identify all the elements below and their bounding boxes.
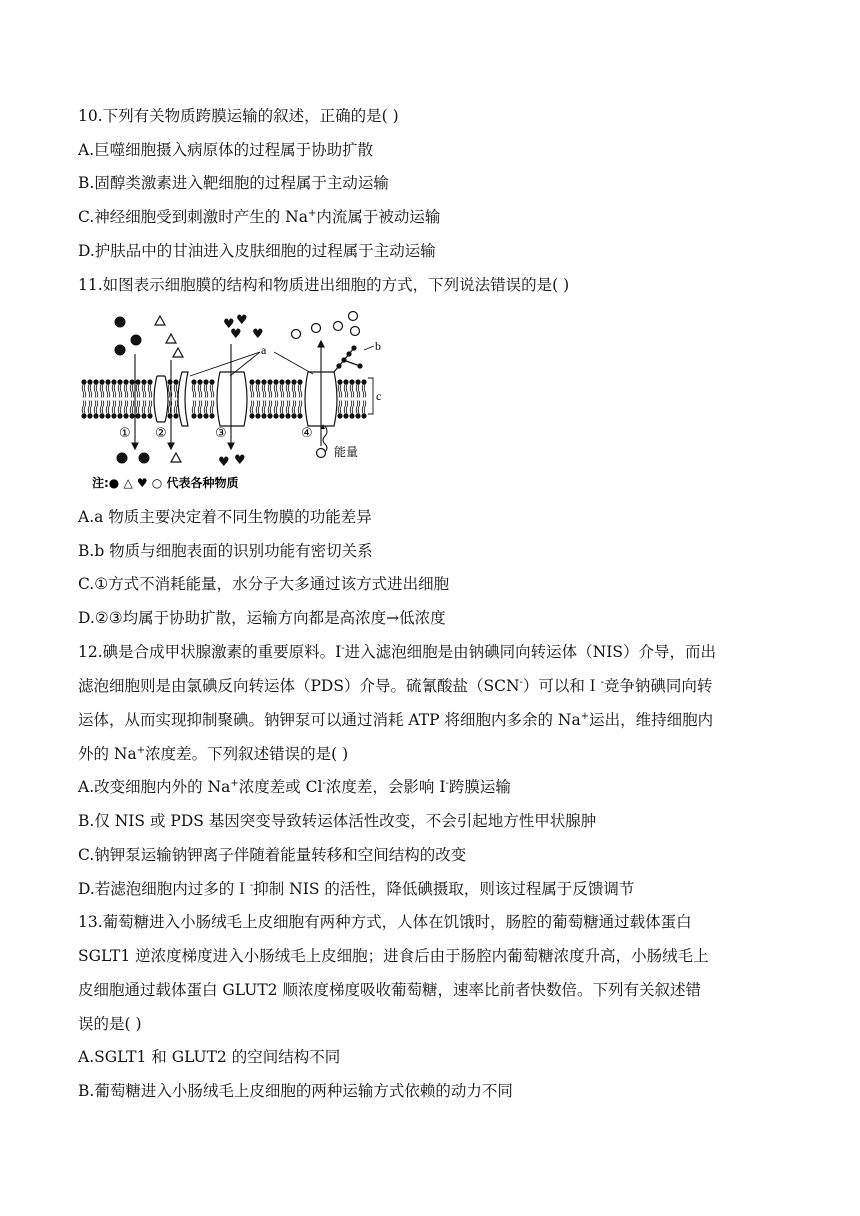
svg-text:♥: ♥ <box>252 327 264 342</box>
text-span: A.改变细胞内外的 Na <box>78 778 231 796</box>
superscript: - <box>249 880 254 891</box>
q11-option-b: B.b 物质与细胞表面的识别功能有密切关系 <box>78 542 373 560</box>
q13-stem-line-1: 13.葡萄糖进入小肠绒毛上皮细胞有两种方式，人体在饥饿时，肠腔的葡萄糖通过载体蛋白 <box>78 913 692 931</box>
text-span: 竞争钠碘同向转 <box>603 677 713 695</box>
q13-stem-line-2: SGLT1 逆浓度梯度进入小肠绒毛上皮细胞；进食后由于肠腔内葡萄糖浓度升高，小肠绒毛上 <box>78 947 709 965</box>
svg-text:♥: ♥ <box>234 453 246 468</box>
label-3: ③ <box>215 426 227 441</box>
q13-option-b: B.葡萄糖进入小肠绒毛上皮细胞的两种运输方式依赖的动力不同 <box>78 1082 513 1100</box>
q10-option-c <box>78 207 440 227</box>
text-span: D.若滤泡细胞内过多的Ｉ <box>78 880 250 898</box>
text-span: 运出，维持细胞内 <box>589 711 714 729</box>
channel-protein <box>154 376 168 422</box>
substance-circle-bottom <box>317 449 326 458</box>
substance-dots-bottom <box>117 453 150 464</box>
q12-stem-line-4 <box>78 744 348 764</box>
svg-text:♥: ♥ <box>236 313 248 328</box>
text-span: 浓度差，会影响 I <box>325 778 446 796</box>
q12-stem-line-3 <box>78 710 713 730</box>
membrane-transport-figure <box>78 306 398 496</box>
text-span: 外的 Na <box>78 745 137 763</box>
superscript: - <box>600 677 604 688</box>
q12-option-b: B.仅 NIS 或 PDS 基因突变导致转运体活性改变，不会引起地方性甲状腺肿 <box>78 812 597 830</box>
q12-stem-line-2 <box>78 676 712 696</box>
q10-stem: 10.下列有关物质跨膜运输的叙述，正确的是( ) <box>78 107 399 125</box>
text-span: 运体，从而实现抑制聚碘。钠钾泵可以通过消耗 ATP 将细胞内多余的 Na <box>78 711 581 729</box>
q12-option-a <box>78 777 511 797</box>
label-c: c <box>376 389 382 403</box>
q11-option-c: C.①方式不消耗能量，水分子大多通过该方式进出细胞 <box>78 575 450 593</box>
q13-stem-line-4: 误的是( ) <box>78 1015 142 1033</box>
text-span: 进入滤泡细胞是由钠碘同向转运体（NIS）介导，而出 <box>344 643 716 661</box>
text-span: ）可以和Ｉ <box>522 677 601 695</box>
carrier-protein-3 <box>178 372 188 426</box>
superscript: - <box>519 677 523 688</box>
svg-text:♥: ♥ <box>230 327 242 342</box>
label-c-bracket <box>368 378 373 414</box>
text-span: C.神经细胞受到刺激时产生的 Na <box>78 208 308 226</box>
label-1: ① <box>119 426 131 441</box>
energy-wavy-line <box>323 426 327 452</box>
carrier-protein-3b <box>217 372 247 426</box>
superscript: + <box>136 745 146 756</box>
superscript: - <box>445 778 449 789</box>
substance-hearts-top <box>223 313 264 342</box>
text-span: 跨膜运输 <box>448 778 511 796</box>
superscript: - <box>322 778 326 789</box>
q13-stem-line-3: 皮细胞通过载体蛋白 GLUT2 顺浓度梯度吸收葡萄糖，速率比前者快数倍。下列有关叙述错 <box>78 981 701 999</box>
label-a: a <box>261 343 267 357</box>
q12-option-c: C.钠钾泵运输钠钾离子伴随着能量转移和空间结构的改变 <box>78 846 467 864</box>
substance-triangle-bottom <box>171 453 181 462</box>
text-span: 内流属于被动运输 <box>316 208 441 226</box>
substance-hearts-bottom <box>218 453 246 470</box>
q10-option-b: B.固醇类激素进入靶细胞的过程属于主动运输 <box>78 174 389 192</box>
q12-stem-line-1 <box>78 642 716 662</box>
q11-stem: 11.如图表示细胞膜的结构和物质进出细胞的方式，下列说法错误的是( ) <box>78 276 570 294</box>
svg-text:♥: ♥ <box>218 455 230 470</box>
substance-circles-top <box>292 312 360 339</box>
text-span: 滤泡细胞则是由氯碘反向转运体（PDS）介导。硫氰酸盐（SCN <box>78 677 520 695</box>
substance-triangles-top <box>155 316 183 357</box>
energy-label: 能量 <box>334 445 359 459</box>
q10-option-a: A.巨噬细胞摄入病原体的过程属于协助扩散 <box>78 141 374 159</box>
superscript: + <box>230 778 239 789</box>
figure-note: 注:● △ ♥ ○ 代表各种物质 <box>92 476 239 490</box>
text-span: 浓度差或 Cl <box>238 778 323 796</box>
label-4: ④ <box>301 426 313 441</box>
q13-option-a: A.SGLT1 和 GLUT2 的空间结构不同 <box>78 1048 341 1066</box>
substance-dots-top <box>115 317 142 356</box>
superscript: + <box>307 208 317 219</box>
svg-text:♥: ♥ <box>223 317 235 332</box>
label-b: b <box>375 339 381 353</box>
q11-option-a: A.a 物质主要决定着不同生物膜的功能差异 <box>78 508 372 526</box>
q11-option-d: D.②③均属于协助扩散，运输方向都是高浓度→低浓度 <box>78 609 446 627</box>
text-span: 抑制 NIS 的活性，降低碘摄取，则该过程属于反馈调节 <box>253 880 635 898</box>
text-span: 12.碘是合成甲状腺激素的重要原料。I <box>78 643 342 661</box>
label-2: ② <box>155 426 167 441</box>
superscript: + <box>580 711 590 722</box>
q12-option-d <box>78 879 634 899</box>
q10-option-d: D.护肤品中的甘油进入皮肤细胞的过程属于主动运输 <box>78 242 436 260</box>
text-span: 浓度差。下列叙述错误的是( ) <box>145 745 349 763</box>
superscript: - <box>341 643 345 654</box>
glycoprotein-chain <box>334 346 362 372</box>
